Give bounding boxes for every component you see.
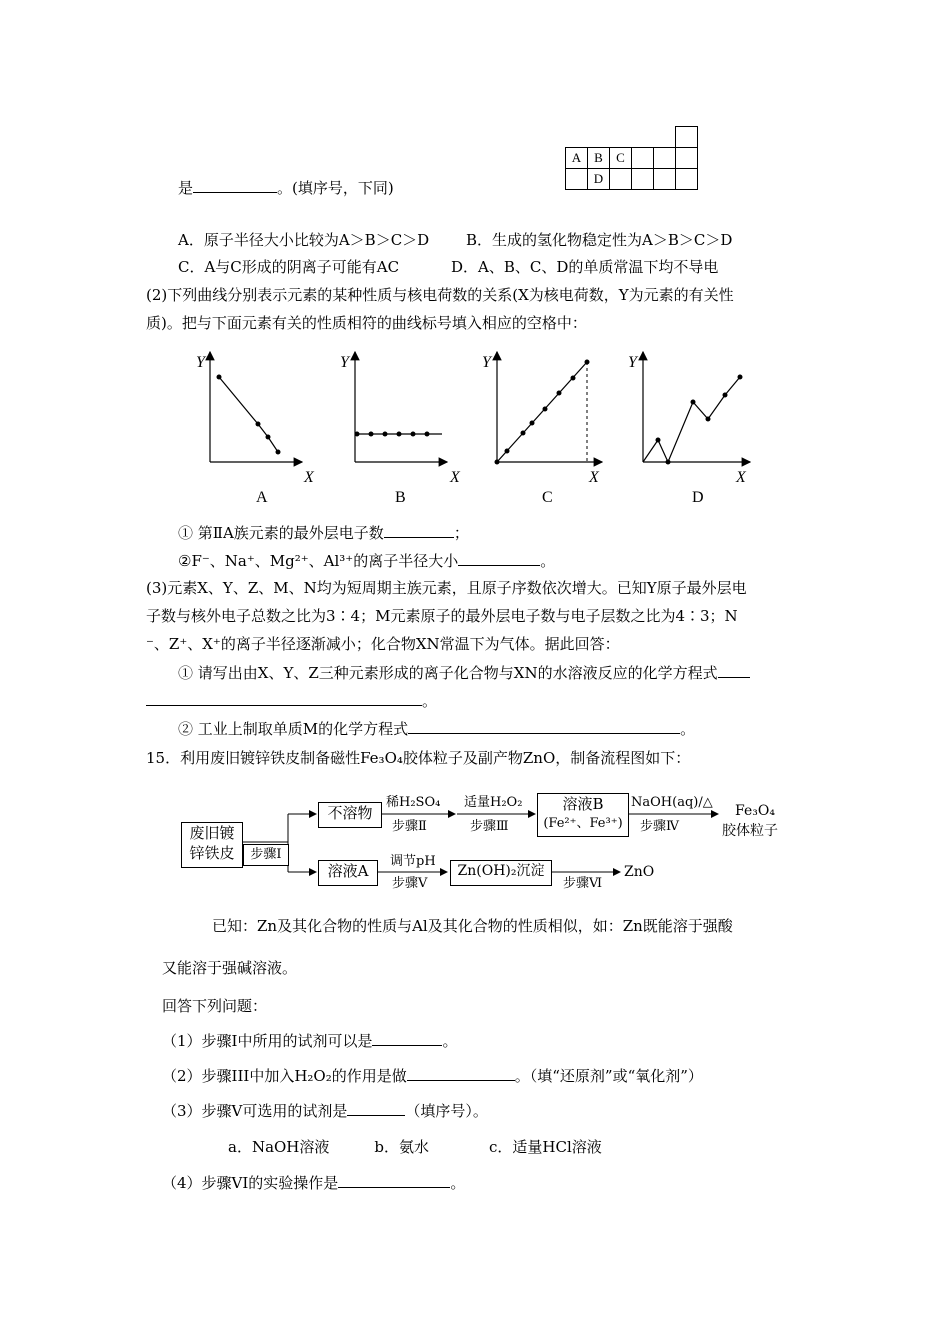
data-point [369, 432, 374, 437]
sub-text: ① 请写出由X、Y、Z三种元素形成的离子化合物与XN的水溶液反应的化学方程式 [178, 664, 718, 682]
sub-text: ② 工业上制取单质M的化学方程式 [178, 720, 409, 738]
answer-blank[interactable] [408, 718, 680, 734]
q14-2-item1 [178, 522, 469, 543]
stem-suffix: 。(填序号，下同) [277, 179, 394, 197]
data-point [266, 435, 271, 440]
data-point [521, 431, 526, 436]
y-label: Y [482, 354, 491, 371]
graph-label: B [395, 489, 406, 506]
answer-blank[interactable] [372, 1030, 442, 1046]
answer-prompt: 回答下列问题： [162, 997, 268, 1015]
data-point [505, 449, 510, 454]
option-d: D．A、B、C、D的单质常温下均不导电 [451, 258, 719, 276]
sub-end: （填序号）。 [405, 1102, 488, 1120]
option-c: C．A与C形成的阴离子可能有AC [178, 258, 400, 276]
solution-a-box: 溶液A [318, 860, 378, 886]
table-cell [610, 127, 632, 148]
data-point [383, 432, 388, 437]
x-label: X [304, 469, 314, 486]
graph-d [628, 352, 750, 506]
reagent5-label: 调节pH [390, 854, 436, 869]
q14-2-item2 [178, 550, 555, 571]
q15-stem: 15．利用废旧镀锌铁皮制备磁性Fe₃O₄胶体粒子及副产物ZnO，制备流程图如下： [146, 749, 691, 767]
table-cell: D [588, 169, 610, 190]
table-cell [676, 169, 698, 190]
step3-label: 步骤Ⅲ [470, 819, 509, 834]
q14-3-sub1-cont [146, 690, 437, 711]
graph-label: C [542, 489, 553, 506]
box-text: 锌铁皮 [189, 844, 235, 862]
table-cell [676, 148, 698, 169]
answer-blank[interactable] [146, 690, 422, 706]
step1-label: 步骤Ⅰ [243, 844, 289, 866]
q15-options: a．NaOH溶液 b．氨水 c．适量HCl溶液 [228, 1138, 602, 1156]
curve-line [643, 377, 740, 462]
q14-2-stem-line1: (2)下列曲线分别表示元素的某种性质与核电荷数的关系(X为核电荷数，Y为元素的有关性 [146, 286, 734, 304]
data-point [738, 375, 743, 380]
data-point [355, 432, 360, 437]
graph-label: D [692, 489, 704, 506]
q15-sub2 [162, 1065, 703, 1086]
answer-blank[interactable] [347, 1100, 405, 1116]
y-label: Y [340, 354, 349, 371]
q14-3-sub1 [178, 662, 750, 683]
table-cell: A [566, 148, 588, 169]
sub-end: 。 [422, 692, 438, 710]
data-point [256, 422, 261, 427]
data-point [691, 400, 696, 405]
graph-a [196, 352, 315, 506]
data-point [543, 407, 548, 412]
sub-end: 。 [680, 720, 696, 738]
periodic-table-fragment [565, 126, 698, 190]
table-cell [632, 127, 654, 148]
step4-label: 步骤Ⅳ [640, 819, 679, 834]
answer-blank[interactable] [338, 1172, 450, 1188]
reagent2-label: 稀H₂SO₄ [386, 795, 441, 810]
start-box [181, 822, 243, 868]
answer-blank[interactable] [193, 177, 277, 193]
data-point [666, 460, 671, 465]
data-point [656, 438, 661, 443]
x-label: X [450, 469, 460, 486]
q14-1-stem [178, 177, 394, 198]
sub-end: 。 [442, 1032, 458, 1050]
data-point [557, 391, 562, 396]
table-cell [566, 169, 588, 190]
sub-text: （2）步骤III中加入H₂O₂的作用是做 [162, 1067, 407, 1085]
sub-end: 。 [450, 1174, 466, 1192]
table-cell: C [610, 148, 632, 169]
item-end: ； [453, 524, 469, 542]
product1-line1: Fe₃O₄ [735, 803, 775, 819]
table-cell [632, 148, 654, 169]
table-cell [654, 169, 676, 190]
table-cell [566, 127, 588, 148]
product1-line2: 胶体粒子 [722, 823, 778, 839]
graph-b [340, 352, 461, 506]
q14-3-line3: ⁻、Z⁺、X⁺的离子半径逐渐减小；化合物XN常温下为气体。据此回答： [146, 635, 620, 653]
reagent4-label: NaOH(aq)/△ [631, 795, 713, 810]
table-cell [676, 127, 698, 148]
sub-end: 。（填“还原剂”或“氧化剂”） [514, 1067, 703, 1085]
q14-3-line2: 子数与核外电子总数之比为3∶4；M元素原子的最外层电子数与电子层数之比为4∶3；N [146, 607, 738, 625]
product2-label: ZnO [624, 864, 655, 880]
step5-label: 步骤Ⅴ [392, 876, 428, 891]
data-point [530, 421, 535, 426]
table-cell [610, 169, 632, 190]
item-text: ① 第ⅡA族元素的最外层电子数 [178, 524, 384, 542]
answer-blank[interactable] [718, 662, 750, 678]
known-line1: 已知：Zn及其化合物的性质与Al及其化合物的性质相似，如：Zn既能溶于强酸 [212, 917, 733, 935]
data-point [411, 432, 416, 437]
q14-3-line1: (3)元素X、Y、Z、M、N均为短周期主族元素，且原子序数依次增大。已知Y原子最外层电 [146, 579, 747, 597]
table-cell [654, 127, 676, 148]
graph-c [482, 352, 602, 506]
data-point [397, 432, 402, 437]
data-point [217, 375, 222, 380]
property-curves-figure [180, 342, 760, 507]
q15-sub3 [162, 1100, 488, 1121]
q15-sub1 [162, 1030, 458, 1051]
data-point [723, 393, 728, 398]
data-point [425, 432, 430, 437]
y-label: Y [628, 354, 637, 371]
data-point [571, 376, 576, 381]
option-b: B．生成的氢化物稳定性为A＞B＞C＞D [466, 231, 733, 249]
x-label: X [736, 469, 746, 486]
data-point [495, 460, 500, 465]
answer-blank[interactable] [458, 550, 540, 566]
solution-b-box [537, 793, 629, 837]
curve-line [219, 377, 278, 452]
known-line2: 又能溶于强碱溶液。 [162, 959, 298, 977]
insoluble-box: 不溶物 [318, 802, 382, 828]
table-cell [654, 148, 676, 169]
graph-label: A [256, 489, 268, 506]
box-text: (Fe²⁺、Fe³⁺) [543, 816, 623, 831]
step6-label: 步骤Ⅵ [563, 876, 603, 891]
box-text: 废旧镀 [189, 824, 235, 842]
answer-blank[interactable] [384, 522, 454, 538]
data-point [706, 417, 711, 422]
stem-prefix: 是 [178, 179, 194, 197]
q14-2-stem-line2: 质)。把与下面元素有关的性质相符的曲线标号填入相应的空格中： [146, 314, 587, 332]
q15-sub4 [162, 1172, 465, 1193]
table-cell [588, 127, 610, 148]
item-end: 。 [540, 552, 556, 570]
q14-3-sub2 [178, 718, 695, 739]
y-label: Y [196, 354, 205, 371]
sub-text: （1）步骤Ⅰ中所用的试剂可以是 [162, 1032, 373, 1050]
data-point [585, 360, 590, 365]
sub-text: （4）步骤VI的实验操作是 [162, 1174, 339, 1192]
option-a: A．原子半径大小比较为A＞B＞C＞D [178, 231, 430, 249]
item-text: ②F⁻、Na⁺、Mg²⁺、Al³⁺的离子半径大小 [178, 552, 459, 570]
answer-blank[interactable] [407, 1065, 515, 1081]
precipitate-box: Zn(OH)₂沉淀 [450, 860, 552, 886]
box-text: 溶液B [562, 795, 604, 813]
table-cell: B [588, 148, 610, 169]
table-cell [632, 169, 654, 190]
data-point [276, 450, 281, 455]
reagent3-label: 适量H₂O₂ [464, 795, 523, 810]
sub-text: （3）步骤V可选用的试剂是 [162, 1102, 348, 1120]
x-label: X [589, 469, 599, 486]
step2-label: 步骤Ⅱ [392, 819, 427, 834]
